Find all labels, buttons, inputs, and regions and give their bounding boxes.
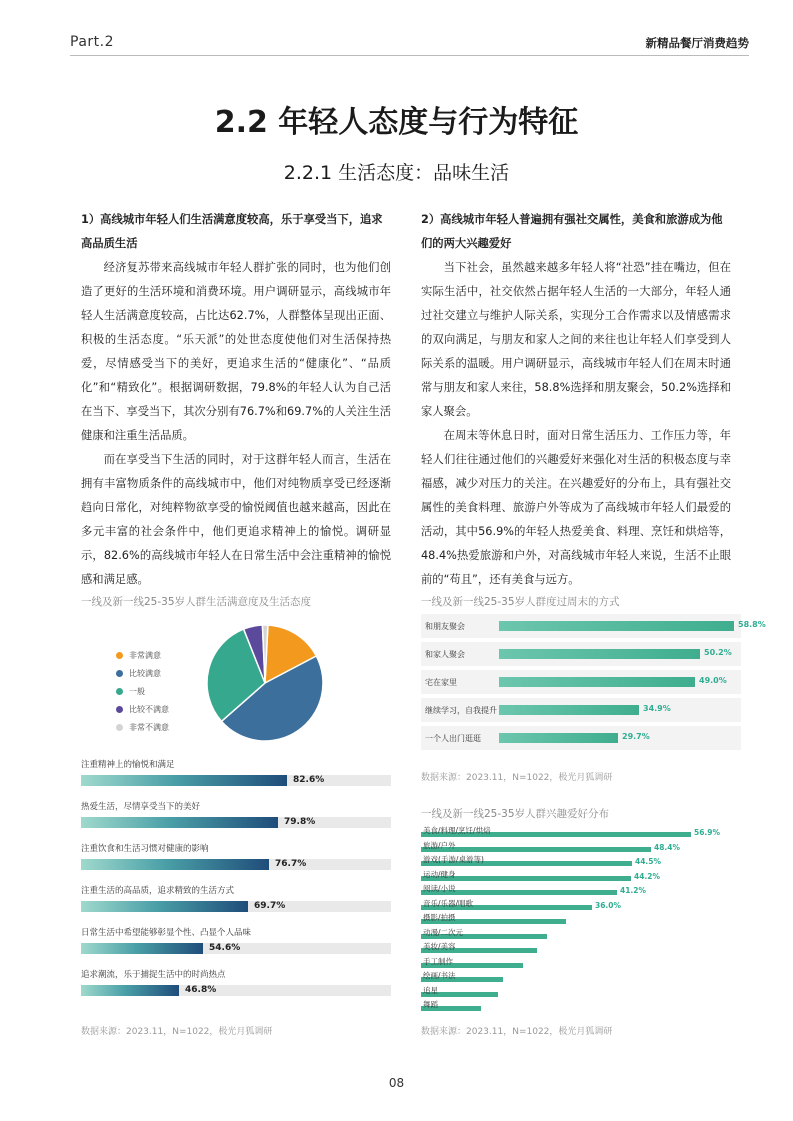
bar-label: 日常生活中希望能够彰显个性、凸显个人品味: [81, 928, 252, 938]
bar-label: 舞蹈: [423, 1000, 438, 1009]
bar-label: 旅游/户外: [423, 840, 456, 850]
bar-label: 美妆/美容: [423, 942, 456, 951]
bar-value: 56.9%: [694, 828, 721, 837]
bar-label: 动漫/二次元: [423, 927, 464, 937]
bar-value: 49.0%: [699, 676, 727, 685]
bar: [499, 705, 639, 715]
bar-value: 46.8%: [185, 985, 217, 995]
bar-value: 41.2%: [620, 886, 647, 895]
header-divider: [70, 55, 749, 56]
bar-value: 76.7%: [275, 859, 307, 869]
left-paragraph-1: 经济复苏带来高线城市年轻人群扩张的同时，也为他们创造了更好的生活环境和消费环境。用户调研显示，高线城市年轻人生活满意度较高，占比达62.7%，人群整体呈现出正面、积极的生活态度。“乐天派”的处世态度使他们对生活保持热爱，尽情感受当下的美好，更追求生活的“健康化”、“品质化”和“精致化”。根据调研数据，79.8%的年轻人认为自己活在当下、享受当下，其次分别有76.7%和69.7%的人关注生活健康和注重生活品质。: [81, 261, 391, 442]
legend-swatch: [116, 706, 123, 713]
bar-value: 29.7%: [622, 732, 650, 741]
bar: [81, 985, 179, 996]
legend-label: 非常不满意: [129, 722, 169, 732]
legend-label: 一般: [129, 686, 145, 696]
weekend-source: 数据来源：2023.11，N=1022，极光月狐调研: [421, 773, 613, 783]
right-paragraph-2: 在周末等休息日时，面对日常生活压力、工作压力等，年轻人们往往通过他们的兴趣爱好来强化对生活的积极态度与幸福感，减少对压力的关注。在兴趣爱好的分布上，具有强社交属性的美食料理、旅游户外等成为了高线城市年轻人们最爱的活动，其中56.9%的年轻人热爱美食、料理、烹饪和烘焙等，48.4%热爱旅游和户外，对高线城市年轻人来说，生活不止眼前的“苟且”，还有美食与远方。: [421, 429, 731, 586]
bar-label: 热爱生活，尽情享受当下的美好: [81, 802, 201, 812]
bar: [499, 649, 700, 659]
bar-label: 阅读/小说: [423, 884, 456, 893]
bar: [81, 943, 203, 954]
bar-label: 追求潮流，乐于捕捉生活中的时尚热点: [81, 970, 226, 980]
bar-value: 44.5%: [635, 857, 662, 866]
bar-label: 和朋友聚会: [425, 622, 465, 631]
left-column: [81, 208, 391, 592]
page-number: 08: [388, 1076, 405, 1090]
bar-label: 追星: [423, 985, 438, 995]
bar-label: 注重生活的高品质，追求精致的生活方式: [81, 886, 235, 896]
bar-label: 摄影/拍摄: [423, 913, 456, 922]
right-column: [421, 208, 731, 592]
right-paragraph-1: 当下社会，虽然越来越多年轻人将“社恐”挂在嘴边，但在实际生活中，社交依然占据年轻人生活的一大部分，年轻人通过社交建立与维护人际关系，实现分工合作需求以及情感需求的双向满足，与朋友和家人之间的来往也让年轻人们享受到人际关系的温暖。用户调研显示，高线城市年轻人们在周末时通常与朋友和家人来往，58.8%选择和朋友聚会，50.2%选择和家人聚会。: [421, 261, 731, 418]
bar-value: 36.0%: [595, 900, 622, 910]
bar-value: 34.9%: [643, 704, 671, 713]
legend-swatch: [116, 688, 123, 695]
weekend-bar-chart: [421, 614, 766, 764]
bar-value: 82.6%: [293, 775, 325, 785]
bar: [81, 859, 269, 870]
bar-value: 69.7%: [254, 901, 286, 911]
left-heading: 1）高线城市年轻人们生活满意度较高，乐于享受当下，追求高品质生活: [81, 213, 383, 250]
legend-label: 比较不满意: [129, 704, 169, 714]
bar-label: 注重精神上的愉悦和满足: [81, 760, 175, 770]
bar-label: 继续学习，自我提升: [425, 706, 497, 715]
bar-label: 游戏(手游/桌游等): [423, 855, 484, 864]
bar-value: 48.4%: [654, 842, 681, 852]
bar-label: 音乐/乐器/唱歌: [423, 898, 474, 908]
bar: [499, 677, 695, 687]
pie-chart-title: 一线及新一线25-35岁人群生活满意度及生活态度: [81, 596, 312, 608]
bar: [499, 621, 734, 631]
bar-value: 58.8%: [738, 620, 766, 629]
page-subtitle: 2.2.1 生活态度：品味生活: [283, 162, 510, 184]
bar-label: 运动/健身: [423, 869, 456, 879]
bar-label: 宅在家里: [425, 678, 457, 687]
pie-chart: [200, 614, 330, 749]
bar: [81, 817, 278, 828]
bar-value: 79.8%: [284, 817, 316, 827]
legend-label: 非常满意: [129, 650, 161, 660]
bar-label: 美食/料理/烹饪/烘焙: [423, 826, 491, 835]
attitude-bar-chart: [81, 758, 391, 1018]
report-title: 新精品餐厅消费趋势: [645, 36, 749, 50]
bar: [81, 901, 248, 912]
part-label: Part.2: [70, 34, 114, 50]
left-paragraph-2: 而在享受当下生活的同时，对于这群年轻人而言，生活在拥有丰富物质条件的高线城市中，他们对纯物质享受已经逐渐趋向日常化，对纯粹物欲享受的愉悦阈值也越来越高，因此在多元丰富的社会条件中，他们更追求精神上的愉悦。调研显示，82.6%的高线城市年轻人在日常生活中会注重精神的愉悦感和满足感。: [81, 453, 391, 586]
right-heading: 2）高线城市年轻人普遍拥有强社交属性，美食和旅游成为他们的两大兴趣爱好: [421, 213, 723, 250]
bar-value: 54.6%: [209, 943, 241, 953]
weekend-chart-title: 一线及新一线25-35岁人群度过周末的方式: [421, 596, 620, 608]
interest-chart-title: 一线及新一线25-35岁人群兴趣爱好分布: [421, 808, 610, 820]
bar-label: 绘画/书法: [423, 971, 456, 980]
bar-label: 一个人出门逛逛: [425, 734, 481, 743]
bar-label: 手工制作: [423, 956, 453, 966]
legend-label: 比较满意: [129, 668, 161, 678]
attitude-source: 数据来源：2023.11，N=1022，极光月狐调研: [81, 1027, 273, 1037]
legend-swatch: [116, 670, 123, 677]
legend-swatch: [116, 652, 123, 659]
bar-value: 44.2%: [634, 871, 661, 881]
bar-label: 注重饮食和生活习惯对健康的影响: [81, 844, 209, 854]
legend-swatch: [116, 724, 123, 731]
page-title: 2.2 年轻人态度与行为特征: [214, 105, 579, 140]
interest-bar-chart: [421, 826, 741, 1016]
bar: [499, 733, 618, 743]
bar-label: 和家人聚会: [425, 650, 465, 659]
bar-value: 50.2%: [704, 648, 732, 657]
interest-source: 数据来源：2023.11，N=1022，极光月狐调研: [421, 1027, 613, 1037]
bar: [81, 775, 287, 786]
